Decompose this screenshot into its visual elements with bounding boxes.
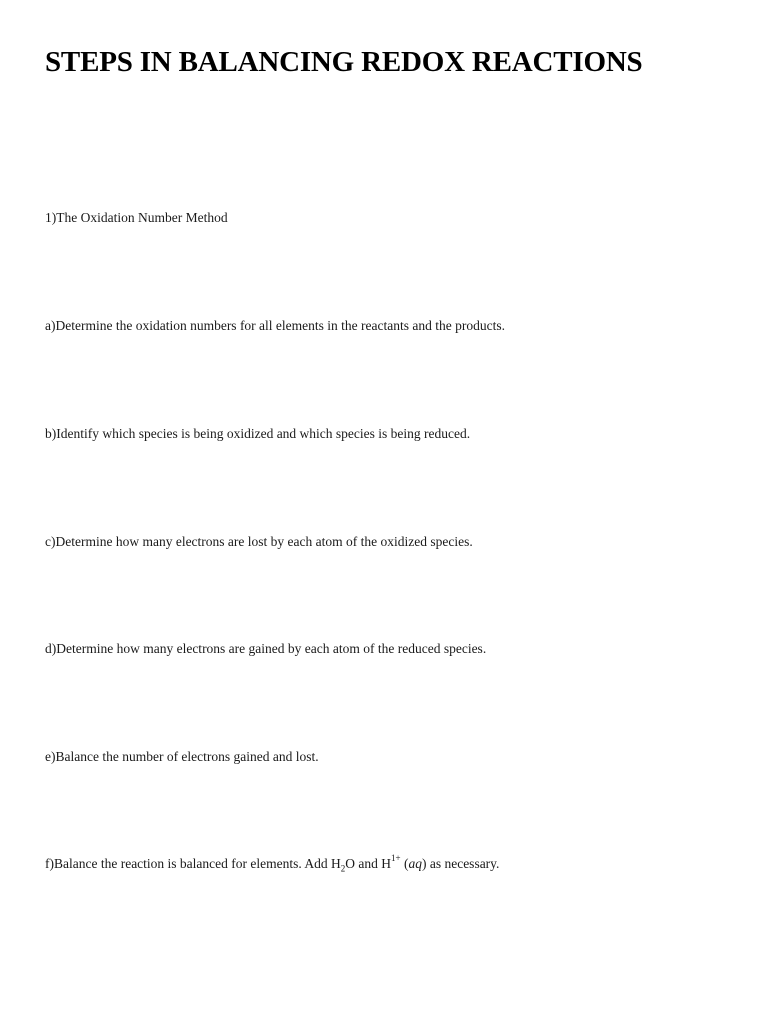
step-a: a)Determine the oxidation numbers for all elements in the reactants and the products. [45,318,505,333]
hydrogen-charge-superscript: 1+ [391,852,401,863]
step-d: d)Determine how many electrons are gained by each atom of the reduced species. [45,641,487,656]
method-heading: 1)The Oxidation Number Method [45,210,228,225]
step-e: e)Balance the number of electrons gained and lost. [45,749,319,764]
step-b: b)Identify which species is being oxidized and which species is being reduced. [45,426,471,441]
step-f-space: ( [400,856,409,871]
step-f [45,852,500,874]
water-subscript: 2 [340,863,346,874]
aqueous-phase-label: aq [408,856,422,871]
step-f-mid: O and H [345,856,392,871]
page-title: STEPS IN BALANCING REDOX REACTIONS [45,46,643,78]
step-f-prefix: f)Balance the reaction is balanced for elements. Add H [45,856,341,871]
step-f-suffix: ) as necessary. [421,856,500,871]
step-c: c)Determine how many electrons are lost by each atom of the oxidized species. [45,534,473,549]
